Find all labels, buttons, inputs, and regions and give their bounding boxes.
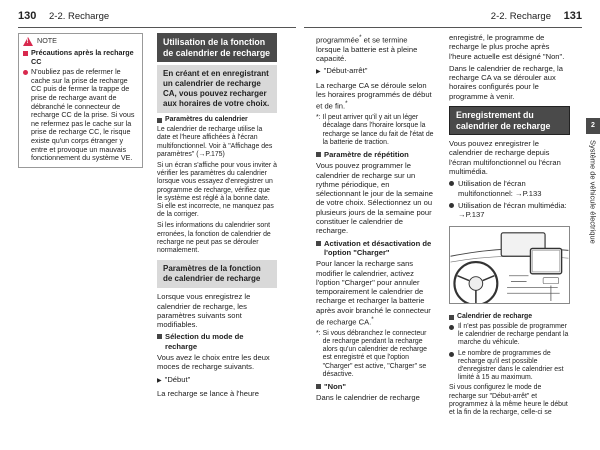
section-title-registration: Enregistrement du calendrier de recharge — [449, 106, 570, 135]
column-calendar-usage — [157, 33, 277, 401]
footnote-marker: * — [345, 100, 348, 108]
paragraph: Si vous configurez le mode de recharge sur "Début-arrêt" et programmez à la même heure le début et la fin de la recharge, celle-ci se — [449, 384, 568, 416]
list-item-text: Il n'est pas possible de programmer le calendrier de recharge pendant la marche du véhicule. — [458, 322, 569, 347]
list-item — [449, 201, 570, 220]
column-registration — [449, 33, 570, 420]
list-item — [449, 179, 570, 198]
paragraph: La recharge se lance à l'heure — [157, 388, 259, 398]
header-rule-right — [304, 27, 582, 28]
intro-box: En créant et en enregistrant un calendrier de recharge CA, vous pouvez recharger aux horaires de votre choix. — [157, 65, 277, 113]
dot-bullet-icon — [449, 181, 454, 186]
right-page-number: 131 — [563, 10, 582, 22]
right-page-header — [491, 10, 582, 24]
square-bullet-icon — [449, 315, 454, 320]
subheading-text: Sélection du mode de recharge — [165, 332, 244, 351]
footnote-text: Il peut arriver qu'il y ait un léger décalage dans l'horaire lorsque la recharge se lance du fait de l'état de la batterie de traction. — [322, 114, 434, 146]
note-heading — [23, 49, 138, 66]
dot-bullet-icon — [449, 325, 454, 330]
illustration-caption — [449, 313, 570, 321]
list-item-text: Utilisation de l'écran multifonctionnel: →P.133 — [458, 179, 542, 198]
note-title: NOTE — [37, 36, 57, 46]
paragraph: Vous pouvez enregistrer le calendrier de recharge depuis l'écran multifonctionnel ou l'écran multimédia. — [449, 139, 561, 176]
footnote — [316, 330, 434, 379]
dashboard-illustration — [449, 226, 570, 304]
left-page-header — [18, 10, 109, 24]
paragraph: enregistré, le programme de recharge le plus proche après l'heure actuelle est désigné "Non". — [449, 33, 565, 61]
paragraph: Le calendrier de recharge utilise la date et l'heure affichées à l'écran multifonctionnel. Voir à "Affichage des paramètres" (→P.175) — [157, 126, 273, 158]
subheading-text: Paramètre de répétition — [324, 149, 409, 159]
triangle-bullet-icon: ▶ — [157, 377, 162, 384]
option-debut-label: "Début" — [164, 374, 191, 384]
chapter-side-title — [586, 140, 600, 290]
paragraph — [316, 33, 434, 63]
subheading-repetition — [316, 150, 434, 159]
paragraph: Vous avez le choix entre les deux moces de recharge suivants. — [157, 353, 270, 372]
text: La recharge CA se déroule selon les horaires programmés de début et de fin. — [316, 80, 432, 111]
column-note — [18, 33, 143, 168]
note-title-row — [23, 37, 138, 46]
subheading-non — [316, 382, 434, 391]
section-title-calendar-usage: Utilisation de la fonction de calendrier de recharge — [157, 33, 277, 62]
note-item — [23, 68, 138, 163]
footnote — [316, 114, 434, 147]
note-box — [18, 33, 143, 168]
paragraph: Dans le calendrier de recharge, la recharge CA va se dérouler aux horaires configurés pour le programme à venir. — [449, 63, 563, 101]
subheading-text: Paramètres du calendrier — [165, 116, 248, 123]
dot-bullet-icon — [23, 70, 28, 75]
left-page-number: 130 — [18, 10, 37, 22]
paragraph: Si un écran s'affiche pour vous inviter à vérifier les paramètres du calendrier lorsque vous essayez d'enregistrer un programme de recharge, vérifiez que le système est réglé à la bonne date. Si elle est incorrecte, ne manquez pas de la corriger. — [157, 162, 277, 219]
subheading-mode-selection — [157, 332, 277, 351]
list-item-text: Utilisation de l'écran multimédia: →P.137 — [458, 200, 567, 220]
note-heading-text: Précautions après la recharge CC — [31, 48, 134, 66]
square-bullet-icon — [23, 51, 28, 56]
list-item-text: Le nombre de programmes de recharge qu'il est possible d'enregistrer dans le calendrier est limité à 15 au maximum. — [458, 349, 564, 382]
subheading-charge-toggle — [316, 239, 434, 258]
chapter-tab: 2 — [586, 118, 600, 134]
footnote-text: Si vous débranchez le connecteur de recharge pendant la recharge alors qu'un calendrier de recharge est enregistré et que l'option "Charger" est active, "Charger" se désactive. — [322, 329, 427, 378]
triangle-bullet-icon: ▶ — [316, 69, 321, 76]
list-item — [449, 350, 570, 383]
column-repetition — [316, 33, 434, 406]
dot-bullet-icon — [449, 352, 454, 357]
option-debut-arret — [316, 66, 434, 77]
footnote-marker: * — [371, 316, 374, 323]
paragraph — [316, 81, 434, 111]
subheading-text: Activation et désactivation de l'option "Charger" — [324, 238, 432, 257]
dot-bullet-icon — [449, 203, 454, 208]
header-rule-left — [18, 27, 296, 28]
square-bullet-icon — [157, 334, 162, 339]
warning-icon — [23, 37, 33, 46]
left-section-title: 2-2. Recharge — [49, 11, 110, 22]
square-bullet-icon — [157, 118, 162, 123]
footnote-marker: *: — [316, 114, 321, 122]
option-debut-arret-label: "Début-arrêt" — [323, 66, 368, 76]
right-section-title: 2-2. Recharge — [490, 11, 551, 22]
text: et se termine lorsque la batterie est à pleine capacité. — [316, 35, 418, 64]
square-bullet-icon — [316, 384, 321, 389]
paragraph: Dans le calendrier de recharge — [316, 393, 420, 403]
paragraph: Si les informations du calendrier sont erronées, la fonction de calendrier de recharge ne peut pas se dérouler normalement. — [157, 222, 271, 255]
note-body-text: N'oubliez pas de refermer le cache sur la prise de recharge CC puis de fermer la trappe de prise de recharge avant de débranché le connecteur de recharge CC de la prise. Si vous ne refermez pas le cache sur la prise de recharge CC, le risque existe qu'un corps étranger y entre et provoque un mauvais fonctionnement du système VE. — [31, 67, 135, 163]
footnote-marker: *: — [316, 329, 321, 337]
square-bullet-icon — [316, 241, 321, 246]
section-title-function-settings: Paramètres de la fonction de calendrier de recharge — [157, 260, 277, 288]
list-item — [449, 323, 570, 348]
paragraph — [316, 259, 434, 327]
paragraph: Vous pouvez programmer le calendrier de recharge sur un rythme périodique, en sélectionnant le jour de la semaine de votre choix. Sélectionnez un ou plusieurs jours de la semaine pour constituer le calendrier de recharge. — [316, 161, 433, 236]
footnote-marker: * — [359, 34, 362, 41]
caption-text: Calendrier de recharge — [457, 312, 533, 320]
subheading-calendar-settings — [157, 116, 277, 124]
subheading-text: "Non" — [324, 382, 346, 392]
square-bullet-icon — [316, 152, 321, 157]
text: programmée — [316, 35, 360, 45]
paragraph: Lorsque vous enregistrez le calendrier de recharge, les paramètres suivants sont modifiables. — [157, 292, 251, 330]
text: Pour lancer la recharge sans modifier le calendrier, activez l'option "Charger" pour annuler temporairement le calendrier de recharge et recharger la batterie après avoir branché le connecteur de recharge CA. — [316, 259, 431, 327]
option-debut — [157, 375, 277, 386]
chapter-side-title-text: Système de véhicule électrique — [588, 140, 598, 244]
